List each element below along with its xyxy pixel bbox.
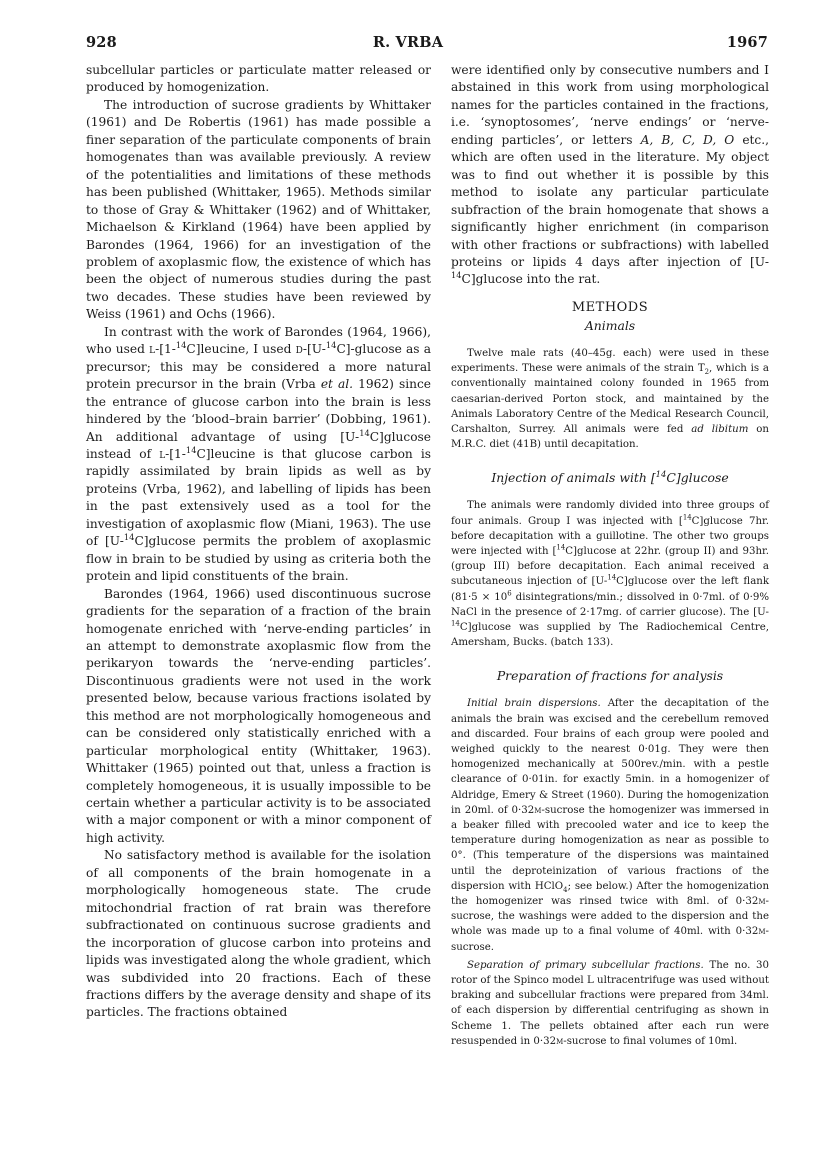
running-head-author: R. VRBA: [372, 34, 444, 51]
paragraph-injection: The animals were randomly divided into three groups of four animals. Group I was injected with [$^{14}$C]glucose 7hr. before decapitation with a guillotine. The other two groups were injected with [$^{14}$C]glucose at 22hr. (group II) and 93hr. (group III) before decapitation. Each animal received a subcutaneous injection of [U-$^{14}$C]glucose over the left flank ($81\cdot 5 \times 10^6$ disintegrations/min.; dissolved in 0·7ml. of 0·9% NaCl in the presence of 2·17mg. of carrier glucose). The [U-$^{14}$C]glucose was supplied by The Radiochemical Centre, Amersham, Bucks. (batch 133).: [451, 500, 770, 649]
paragraph-initial-dispersions: Initial brain dispersions. After the decapitation of the animals the brain was excised and the cerebellum removed and discarded. Four brains of each group were pooled and weighed quickly to the nearest 0·01g. They were then homogenized mechanically at 500rev./min. with a pestle clearance of 0·01in. for exactly 5min. in a homogenizer of Aldridge, Emery & Street (1960). During the homogenization in 20ml. of 0·32m-sucrose the homogenizer was immersed in a beaker filled with precooled water and ice to keep the temperature during homogenization as near as possible to 0°. (This temperature of the dispersions was maintained until the deproteinization of various fractions of the dispersion with HClO$_4$; see below.) After the homogenization the homogenizer was rinsed twice with 8ml. of 0·32m-sucrose, the washings were added to the dispersion and the whole was made up to a final volume of 40ml. with 0·32m-sucrose.: [451, 698, 770, 953]
paragraph-glucose-precursor: In contrast with the work of Barondes (1964, 1966), who used l-[1-$^{14}$C]leucine, I used d-[U-$^{14}$C]-glucose as a precursor; this may be considered a more natural protein precursor in the brain (Vrba et al. 1962) since the entrance of glucose carbon into the brain is less hindered by the ‘blood–brain barrier’ (Dobbing, 1961). An additional advantage of using [U-$^{14}$C]glucose instead of l-[1-$^{14}$C]leucine is that glucose carbon is rapidly assimilated by brain lipids as well as by proteins (Vrba, 1962), and labelling of lipids has been in the past extensively used as a tool for the investigation of axoplasmic flow (Miani, 1963). The use of [U-$^{14}$C]glucose permits the problem of axoplasmic flow in brain to be studied by using as criteria both the protein and lipid constituents of the brain.: [86, 324, 432, 584]
section-heading-methods: METHODS: [571, 299, 649, 315]
running-head-year: 1967: [726, 34, 768, 51]
subheading-preparation: Preparation of fractions for analysis: [496, 668, 724, 684]
paragraph-discontinuous-gradients: Barondes (1964, 1966) used discontinuous sucrose gradients for the separation of a fraction of the brain homogenate enriched with ‘nerve-ending particles’ in an attempt to demonstrate axoplasmic flow from the perikaryon towards the ‘nerve-ending particles’. Discontinuous gradients were not used in the work presented below, because various fractions isolated by this method are not morphologically homogeneous and can be considered only statistically enriched with a particular morphological entity (Whittaker, 1963). Whittaker (1965) pointed out that, unless a fraction is completely homogeneous, it is usually impossible to be certain whether a particular activity is to be associated with a major component or with a minor component of high activity.: [86, 586, 431, 845]
left-column: [86, 62, 431, 1022]
paragraph-animals: Twelve male rats (40–45g. each) were used in these experiments. These were animals of the strain $T_2$, which is a conventionally maintained colony founded in 1965 from caesarian-derived Porton stock, and maintained by the Animals Laboratory Centre of the Medical Research Council, Carshalton, Surrey. All animals were fed ad libitum on M.R.C. diet (41B) until decapitation.: [451, 347, 769, 451]
right-column: [451, 62, 769, 1049]
run-in-title-separation: Separation of primary subcellular fractions.: [467, 959, 704, 971]
run-in-title-initial: Initial brain dispersions.: [467, 698, 601, 710]
paragraph-separation: Separation of primary subcellular fractions. The no. 30 rotor of the Spinco model L ultracentrifuge was used without braking and subcellular fractions were prepared from 34ml. of each dispersion by differential centrifuging as shown in Scheme 1. The pellets obtained after each run were resuspended in 0·32m-sucrose to final volumes of 10ml.: [451, 959, 769, 1047]
paragraph-continuous-gradients: No satisfactory method is available for the isolation of all components of the brain homogenate in a morphologically homogeneous state. The crude mitochondrial fraction of rat brain was therefore subfractionated on continuous sucrose gradients and the incorporation of glucose carbon into proteins and lipids was investigated along the whole gradient, which was subdivided into 20 fractions. Each of these fractions differs by the average density and shape of its particles. The fractions obtained: [86, 848, 431, 1020]
paragraph-continuation: subcellular particles or particulate matter released or produced by homogenization.: [86, 63, 431, 95]
paragraph-object-of-work: were identified only by consecutive numbers and I abstained in this work from using morphological names for the particles contained in the fractions, i.e. ‘synoptosomes’, ‘nerve endings’ or ‘nerve-ending particles’, or letters A, B, C, D, O etc., which are often used in the literature. My object was to find out whether it is possible by this method to isolate any particular particulate subfraction of the brain homogenate that shows a significantly higher enrichment (in comparison with other fractions or subfractions) with labelled proteins or lipids 4 days after injection of [U-$^{14}$C]glucose into the rat.: [451, 63, 769, 287]
paragraph-sucrose-gradients: The introduction of sucrose gradients by Whittaker (1961) and De Robertis (1961) has made possible a finer separation of the particulate components of brain homogenates than was available previously. A review of the potentialities and limitations of these methods has been published (Whittaker, 1965). Methods similar to those of Gray & Whittaker (1962) and of Whittaker, Michaelson & Kirkland (1964) have been applied by Barondes (1964, 1966) for an investigation of the problem of axoplasmic flow, the existence of which has been the object of numerous studies during the past two decades. These studies have been reviewed by Weiss (1961) and Ochs (1966).: [86, 97, 431, 322]
subheading-injection: Injection of animals with [$^{14}$C]glucose: [491, 469, 729, 486]
subheading-animals: Animals: [584, 317, 636, 333]
page-number: 928: [86, 34, 117, 51]
